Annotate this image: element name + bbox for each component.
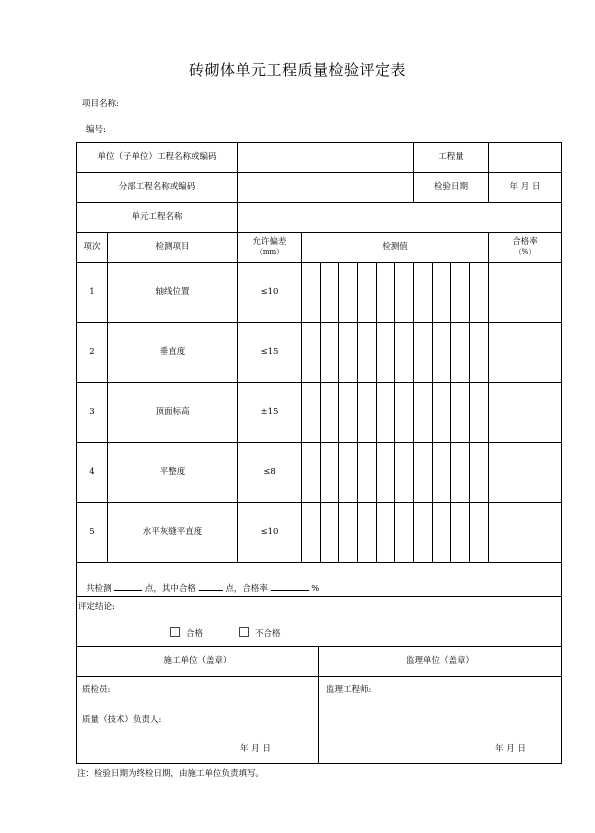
serial-label: 编号: bbox=[86, 125, 106, 135]
item-tolerance: ≤10 bbox=[260, 527, 279, 537]
supervisor-label: 监理工程师: bbox=[326, 685, 372, 695]
item-name: 顶面标高 bbox=[155, 407, 190, 417]
inspection-date-placeholder: 年 月 日 bbox=[509, 182, 541, 192]
element-project-label: 单元工程名称 bbox=[131, 212, 183, 222]
summary-part4: % bbox=[311, 584, 320, 594]
passed-points-blank[interactable] bbox=[199, 582, 223, 591]
footnote: 注：检验日期为终检日期，由施工单位负责填写。 bbox=[77, 769, 265, 779]
option-pass[interactable] bbox=[170, 627, 203, 639]
item-tolerance: ≤15 bbox=[260, 347, 279, 357]
item-index: 5 bbox=[89, 527, 95, 537]
sign-date-right: 年 月 日 bbox=[495, 744, 526, 754]
item-name: 垂直度 bbox=[159, 347, 186, 357]
option-pass-label: 合格 bbox=[186, 629, 204, 639]
quality-lead-label: 质量（技术）负责人: bbox=[82, 715, 162, 725]
supervision-unit-header: 监理单位（盖章） bbox=[405, 656, 474, 666]
unit-project-label: 单位（子单位）工程名称或编码 bbox=[97, 152, 217, 162]
total-points-blank[interactable] bbox=[114, 582, 142, 591]
option-fail[interactable] bbox=[239, 627, 281, 639]
summary-part3: 点，合格率 bbox=[225, 584, 268, 594]
conclusion-label: 评定结论: bbox=[78, 602, 115, 612]
project-name-label: 项目名称: bbox=[82, 99, 119, 109]
pass-checkbox-icon[interactable] bbox=[170, 627, 180, 637]
item-tolerance: ±15 bbox=[260, 407, 279, 417]
header-index: 项次 bbox=[83, 242, 101, 252]
header-tolerance: 允许偏差 bbox=[252, 237, 287, 247]
item-tolerance: ≤8 bbox=[263, 467, 276, 477]
header-pass-rate: 合格率 bbox=[512, 237, 538, 247]
item-index: 2 bbox=[89, 347, 95, 357]
summary-part2: 点，其中合格 bbox=[144, 584, 196, 594]
division-project-label: 分部工程名称或编码 bbox=[118, 182, 196, 192]
header-tolerance-unit: （mm） bbox=[255, 248, 284, 256]
item-index: 1 bbox=[89, 287, 95, 297]
page-title: 砖砌体单元工程质量检验评定表 bbox=[188, 61, 406, 79]
summary-line bbox=[86, 582, 319, 594]
quantity-label: 工程量 bbox=[438, 152, 464, 162]
pass-rate-blank[interactable] bbox=[271, 582, 309, 591]
item-tolerance: ≤10 bbox=[260, 287, 279, 297]
fail-checkbox-icon[interactable] bbox=[239, 627, 249, 637]
header-pass-rate-unit: （%） bbox=[514, 248, 536, 256]
item-name: 轴线位置 bbox=[155, 287, 190, 297]
option-fail-label: 不合格 bbox=[255, 629, 281, 639]
item-index: 3 bbox=[89, 407, 95, 417]
inspection-date-label: 检验日期 bbox=[433, 182, 468, 192]
item-name: 平整度 bbox=[159, 467, 186, 477]
sign-date-left: 年 月 日 bbox=[240, 744, 271, 754]
summary-part1: 共检测 bbox=[86, 584, 112, 594]
header-measured: 检测值 bbox=[382, 242, 408, 252]
inspector-label: 质检员: bbox=[82, 685, 111, 695]
item-index: 4 bbox=[89, 467, 95, 477]
construction-unit-header: 施工单位（盖章） bbox=[163, 656, 232, 666]
header-item: 检测项目 bbox=[155, 242, 190, 252]
item-name: 水平灰缝平直度 bbox=[142, 527, 203, 537]
